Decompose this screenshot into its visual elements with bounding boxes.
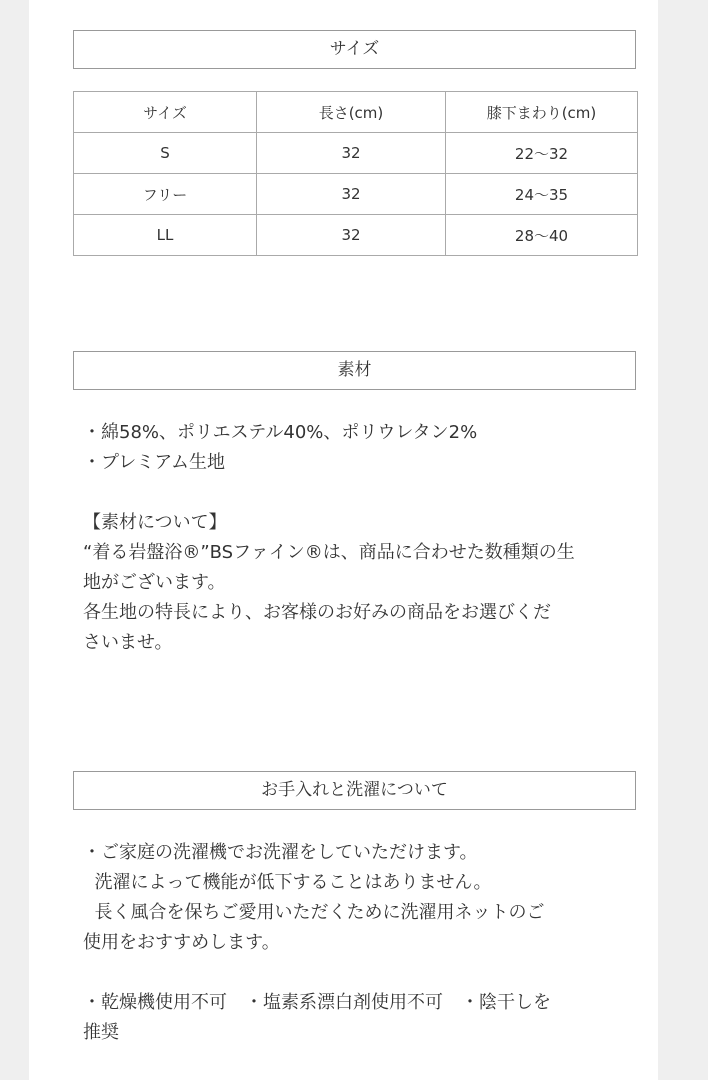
care-line: 洗濯によって機能が低下することはありません。 bbox=[83, 872, 492, 893]
calf-cell: 28〜40 bbox=[446, 215, 638, 256]
material-fabric: ・プレミアム生地 bbox=[83, 452, 226, 473]
product-detail-page bbox=[29, 0, 658, 1080]
table-row bbox=[74, 174, 638, 215]
size-column-header: サイズ bbox=[74, 92, 257, 133]
material-note-title: 【素材について】 bbox=[83, 512, 227, 533]
care-section-title: お手入れと洗濯について bbox=[261, 780, 448, 800]
material-note-line: 地がございます。 bbox=[83, 572, 226, 593]
material-text bbox=[83, 418, 638, 658]
size-cell: S bbox=[74, 133, 257, 174]
length-column-header: 長さ(cm) bbox=[257, 92, 446, 133]
size-table-header-row bbox=[74, 92, 638, 133]
table-row bbox=[74, 215, 638, 256]
calf-column-header: 膝下まわり(cm) bbox=[446, 92, 638, 133]
care-text bbox=[83, 838, 638, 1048]
size-cell: フリー bbox=[74, 174, 257, 215]
material-section-header bbox=[73, 351, 636, 390]
size-table bbox=[73, 91, 638, 256]
material-note-line: “着る岩盤浴®”BSファイン®は、商品に合わせた数種類の生 bbox=[83, 542, 575, 563]
size-section-title: サイズ bbox=[329, 39, 380, 59]
table-row bbox=[74, 133, 638, 174]
calf-cell: 22〜32 bbox=[446, 133, 638, 174]
calf-cell: 24〜35 bbox=[446, 174, 638, 215]
care-line: 長く風合を保ちご愛用いただくために洗濯用ネットのご bbox=[83, 902, 545, 923]
size-cell: LL bbox=[74, 215, 257, 256]
care-section-header bbox=[73, 771, 636, 810]
care-warning: ・乾燥機使用不可 ・塩素系漂白剤使用不可 ・陰干しを bbox=[83, 992, 551, 1013]
care-warning: 推奨 bbox=[83, 1022, 119, 1043]
length-cell: 32 bbox=[257, 133, 446, 174]
material-composition: ・綿58%、ポリエステル40%、ポリウレタン2% bbox=[83, 422, 478, 443]
care-line: 使用をおすすめします。 bbox=[83, 932, 280, 953]
length-cell: 32 bbox=[257, 174, 446, 215]
material-note-line: 各生地の特長により、お客様のお好みの商品をお選びくだ bbox=[83, 602, 551, 623]
care-line: ・ご家庭の洗濯機でお洗濯をしていただけます。 bbox=[83, 842, 478, 863]
material-section-title: 素材 bbox=[337, 360, 372, 380]
size-section-header bbox=[73, 30, 636, 69]
material-note-line: さいませ。 bbox=[83, 632, 173, 653]
length-cell: 32 bbox=[257, 215, 446, 256]
